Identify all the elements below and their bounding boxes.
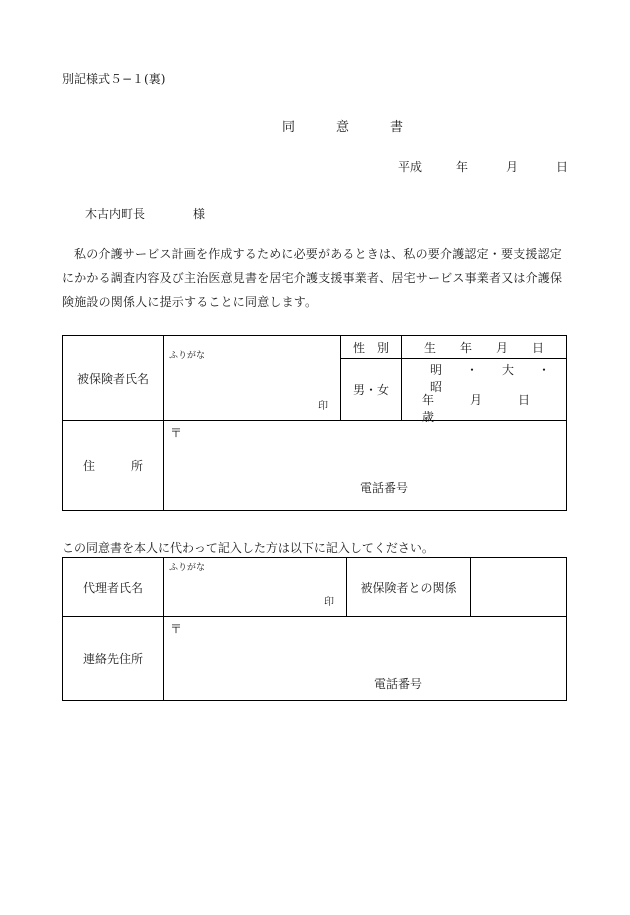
phone-label: 電話番号 [374,677,423,691]
birthdate-header: 生 年 月 日 [402,336,567,359]
seal-mark: 印 [318,401,328,412]
date-year-label: 年 [456,160,469,174]
phone-label: 電話番号 [360,481,409,495]
agent-name-field[interactable] [164,558,347,617]
address-label: 住 所 [63,421,164,511]
insured-name-label: 被保険者氏名 [63,336,164,421]
address-field[interactable] [164,421,567,511]
date-month-label: 月 [506,160,519,174]
honorific: 様 [193,207,206,221]
contact-address-label: 連絡先住所 [63,617,164,701]
postal-mark: 〒 [170,426,183,440]
insured-name-field[interactable] [164,336,341,421]
document-title: 同 意 書 [282,120,418,135]
birth-ymd-age: 年 月 日 歳 [422,393,579,424]
relation-field[interactable] [471,558,567,617]
consent-statement: 私の介護サービス計画を作成するために必要があるときは、私の要介護認定・要支援認定にかかる調査内容及び主治医意見書を居宅介護支援事業者、居宅サービス事業者又は介護保険施設の関係人に提示することに同意します。 [62,247,563,309]
relation-label: 被保険者との関係 [347,558,471,617]
gender-header: 性 別 [341,336,402,359]
furigana-label: ふりがな [169,351,206,361]
agent-name-label: 代理者氏名 [63,558,164,617]
gender-field[interactable]: 男・女 [341,359,402,421]
date-era: 平成 [398,160,423,174]
postal-mark: 〒 [170,622,183,636]
contact-address-field[interactable] [164,617,567,701]
seal-mark: 印 [324,597,334,608]
furigana-label: ふりがな [169,563,206,573]
birthdate-field[interactable] [402,359,579,424]
date-day-label: 日 [556,160,569,174]
insured-person-table [62,335,579,511]
agent-table [62,557,567,701]
form-number: 別記様式５−１(裏) [62,72,166,86]
agent-note: この同意書を本人に代わって記入した方は以下に記入してください。 [62,541,434,555]
era-options: 明 ・ 大 ・ 昭 [430,363,575,394]
addressee: 木古内町長 [85,207,146,221]
